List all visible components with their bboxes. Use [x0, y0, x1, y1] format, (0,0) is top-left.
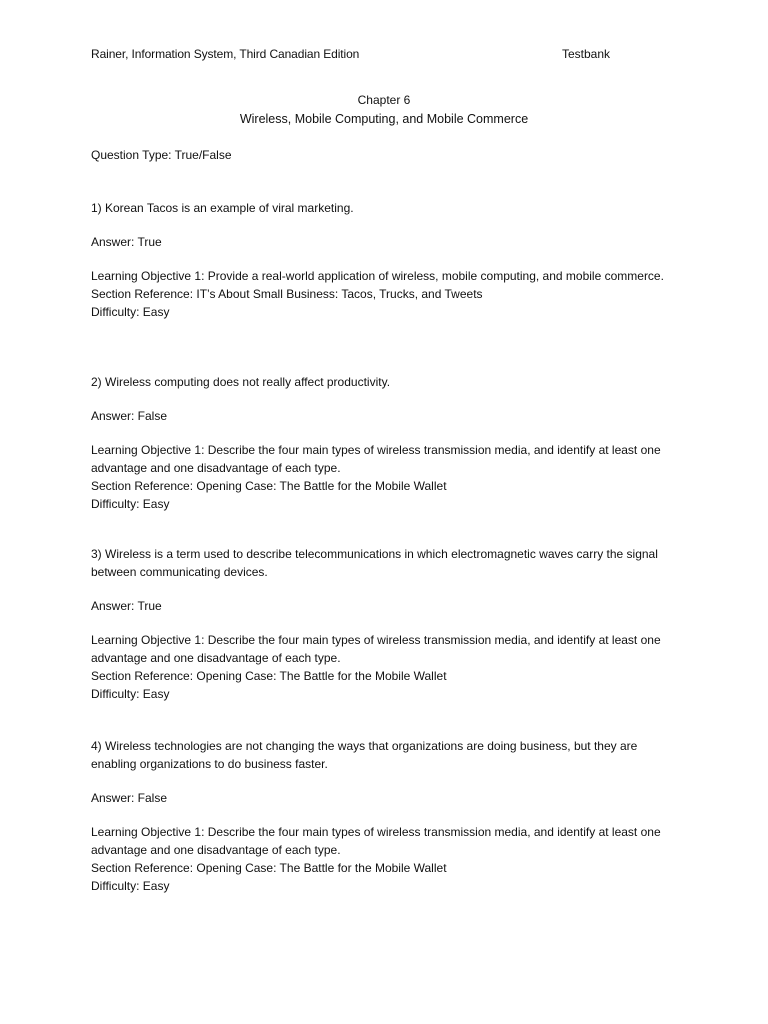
question-block-3 — [91, 545, 681, 703]
difficulty: Difficulty: Easy — [91, 305, 170, 319]
difficulty: Difficulty: Easy — [91, 687, 170, 701]
learning-objective: Learning Objective 1: Provide a real-world application of wireless, mobile computing, and mobile commerce. — [91, 269, 664, 283]
chapter-number: Chapter 6 — [357, 93, 411, 107]
question-block-1 — [91, 199, 681, 321]
question-answer: Answer: False — [91, 791, 168, 805]
difficulty: Difficulty: Easy — [91, 497, 170, 511]
chapter-title: Wireless, Mobile Computing, and Mobile Commerce — [239, 112, 529, 126]
question-stem: 4) Wireless technologies are not changing the ways that organizations are doing business, but they are enabling organizations to do business faster. — [91, 739, 638, 771]
question-stem: 2) Wireless computing does not really affect productivity. — [91, 375, 391, 389]
question-stem: 1) Korean Tacos is an example of viral marketing. — [91, 201, 354, 215]
question-answer: Answer: False — [91, 409, 168, 423]
header-testbank-label: Testbank — [562, 47, 611, 61]
section-reference: Section Reference: Opening Case: The Battle for the Mobile Wallet — [91, 479, 447, 493]
section-reference: Section Reference: Opening Case: The Battle for the Mobile Wallet — [91, 669, 447, 683]
header-book-title: Rainer, Information System, Third Canadian Edition — [91, 47, 360, 61]
question-type-label: Question Type: True/False — [91, 148, 232, 162]
question-block-4 — [91, 737, 681, 895]
question-answer: Answer: True — [91, 599, 162, 613]
difficulty: Difficulty: Easy — [91, 879, 170, 893]
question-answer: Answer: True — [91, 235, 162, 249]
learning-objective: Learning Objective 1: Describe the four main types of wireless transmission media, and identify at least one advantage and one disadvantage of each type. — [91, 825, 661, 857]
section-reference: Section Reference: IT’s About Small Business: Tacos, Trucks, and Tweets — [91, 287, 483, 301]
question-stem: 3) Wireless is a term used to describe telecommunications in which electromagnetic waves carry the signal between communicating devices. — [91, 547, 658, 579]
learning-objective: Learning Objective 1: Describe the four main types of wireless transmission media, and identify at least one advantage and one disadvantage of each type. — [91, 443, 661, 475]
question-block-2 — [91, 373, 681, 513]
section-reference: Section Reference: Opening Case: The Battle for the Mobile Wallet — [91, 861, 447, 875]
learning-objective: Learning Objective 1: Describe the four main types of wireless transmission media, and identify at least one advantage and one disadvantage of each type. — [91, 633, 661, 665]
